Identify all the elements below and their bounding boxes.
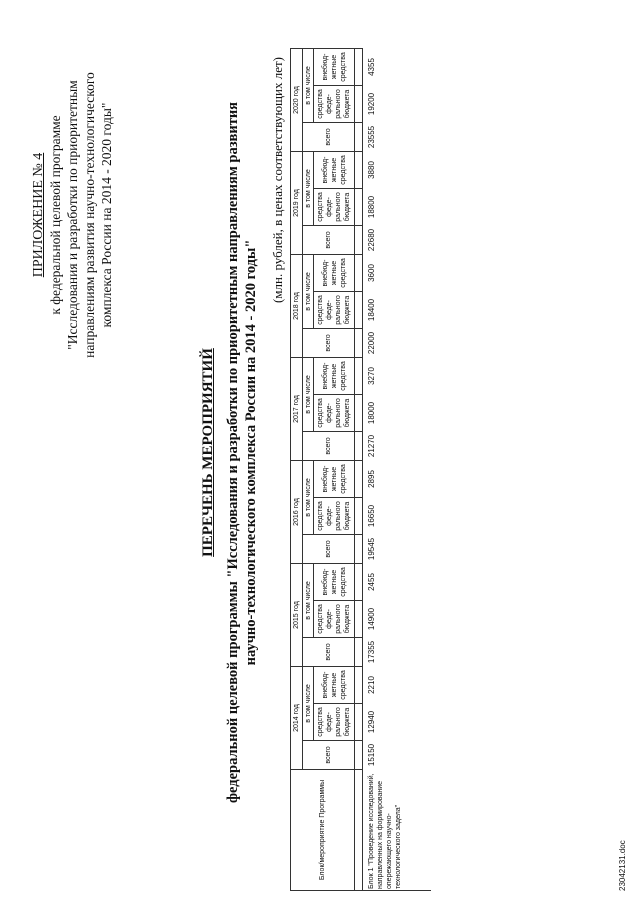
year-header: 2016 год [291, 461, 303, 564]
spacer-cell [355, 432, 363, 461]
total-column-header: всего [303, 741, 355, 770]
page-title: ПЕРЕЧЕНЬ МЕРОПРИЯТИЙ [200, 348, 216, 557]
value-cell: 22680 [367, 228, 376, 252]
spacer-cell [355, 123, 363, 152]
spacer-cell [355, 329, 363, 358]
federal-budget-column-header: средства феде-рального бюджета [314, 498, 355, 535]
spacer-cell [355, 292, 363, 329]
federal-budget-column-header: средства феде-рального бюджета [314, 601, 355, 638]
appendix-line-3: направлениям развития научно-технологического [82, 72, 97, 358]
federal-budget-column-header: средства феде-рального бюджета [314, 189, 355, 226]
year-header-row [291, 49, 303, 891]
value-cell: 19200 [367, 92, 376, 116]
federal-budget-column-header: средства феде-рального бюджета [314, 704, 355, 741]
spacer-cell [355, 86, 363, 123]
page-subtitle [224, 10, 260, 895]
table-body [355, 49, 432, 891]
spacer-cell [355, 49, 363, 86]
total-column-header: всего [303, 329, 355, 358]
value-cell: 21270 [367, 434, 376, 458]
including-header: в том числе [303, 255, 314, 329]
value-cell: 17355 [367, 640, 376, 664]
total-column-header: всего [303, 123, 355, 152]
value-cell: 18400 [367, 298, 376, 322]
year-header: 2014 год [291, 667, 303, 770]
appendix-line-1: к федеральной целевой программе [48, 115, 63, 315]
appendix-title: ПРИЛОЖЕНИЕ № 4 [31, 152, 46, 278]
value-cell: 3880 [367, 161, 376, 179]
including-header: в том числе [303, 152, 314, 226]
spacer-cell [355, 461, 363, 498]
spacer-cell [355, 535, 363, 564]
name-column-header: Блок/мероприятие Программы [291, 770, 355, 891]
value-cell: 19545 [367, 537, 376, 561]
spacer-cell [355, 741, 363, 770]
spacer-cell [355, 152, 363, 189]
appendix-line-2: "Исследования и разработки по приоритетным [65, 80, 80, 350]
subtitle-line-1: федеральной целевой программы "Исследования и разработки по приоритетным направлениям развития [225, 101, 241, 804]
subtitle-line-2: научно-технологического комплекса России на 2014 - 2020 годы" [243, 239, 259, 666]
value-cell: 2455 [367, 573, 376, 591]
measure-name-cell: Блок 1 "Проведение исследований, направленных на формирование опережающего научно-технологического задела" [363, 770, 432, 891]
value-cell: 3600 [367, 264, 376, 282]
spacer-cell [355, 358, 363, 395]
value-cell: 2895 [367, 470, 376, 488]
extra-budget-column-header: внебюд-жетные средства [314, 461, 355, 498]
value-cell: 3270 [367, 367, 376, 385]
measures-table [290, 48, 431, 891]
year-header: 2018 год [291, 255, 303, 358]
spacer-cell [355, 638, 363, 667]
appendix-block [30, 25, 115, 405]
year-header: 2017 год [291, 358, 303, 461]
value-cell: 12940 [367, 710, 376, 734]
spacer-row [355, 49, 363, 891]
federal-budget-column-header: средства феде-рального бюджета [314, 86, 355, 123]
including-header: в том числе [303, 461, 314, 535]
year-header: 2015 год [291, 564, 303, 667]
spacer-cell [355, 395, 363, 432]
extra-budget-column-header: внебюд-жетные средства [314, 667, 355, 704]
spacer-cell [355, 704, 363, 741]
including-header: в том числе [303, 358, 314, 432]
including-header: в том числе [303, 49, 314, 123]
extra-budget-column-header: внебюд-жетные средства [314, 255, 355, 292]
table-row [363, 49, 432, 891]
federal-budget-column-header: средства феде-рального бюджета [314, 395, 355, 432]
spacer-cell [355, 601, 363, 638]
total-column-header: всего [303, 432, 355, 461]
spacer-cell [355, 564, 363, 601]
spacer-cell [355, 189, 363, 226]
spacer-cell [355, 226, 363, 255]
value-cell: 22000 [367, 331, 376, 355]
spacer-cell [355, 667, 363, 704]
value-cell: 14900 [367, 607, 376, 631]
extra-budget-column-header: внебюд-жетные средства [314, 564, 355, 601]
value-cell: 15150 [367, 743, 376, 767]
document-reference: 23042131.doc [618, 840, 627, 891]
spacer-cell [355, 255, 363, 292]
value-cell: 4355 [367, 58, 376, 76]
value-cell: 18000 [367, 401, 376, 425]
value-cell: 2210 [367, 676, 376, 694]
spacer-cell [355, 770, 363, 891]
including-header: в том числе [303, 667, 314, 741]
year-header: 2020 год [291, 49, 303, 152]
value-cell: 23555 [367, 125, 376, 149]
extra-budget-column-header: внебюд-жетные средства [314, 49, 355, 86]
appendix-line-4: комплекса России на 2014 - 2020 годы" [99, 102, 114, 328]
including-header: в том числе [303, 564, 314, 638]
including-header-row [303, 49, 314, 891]
value-cell: 18800 [367, 195, 376, 219]
year-header: 2019 год [291, 152, 303, 255]
extra-budget-column-header: внебюд-жетные средства [314, 152, 355, 189]
units-note: (млн. рублей, в ценах соответствующих лет) [270, 56, 285, 304]
total-column-header: всего [303, 226, 355, 255]
extra-budget-column-header: внебюд-жетные средства [314, 358, 355, 395]
spacer-cell [355, 498, 363, 535]
total-column-header: всего [303, 535, 355, 564]
value-cell: 16650 [367, 504, 376, 528]
total-column-header: всего [303, 638, 355, 667]
federal-budget-column-header: средства феде-рального бюджета [314, 292, 355, 329]
